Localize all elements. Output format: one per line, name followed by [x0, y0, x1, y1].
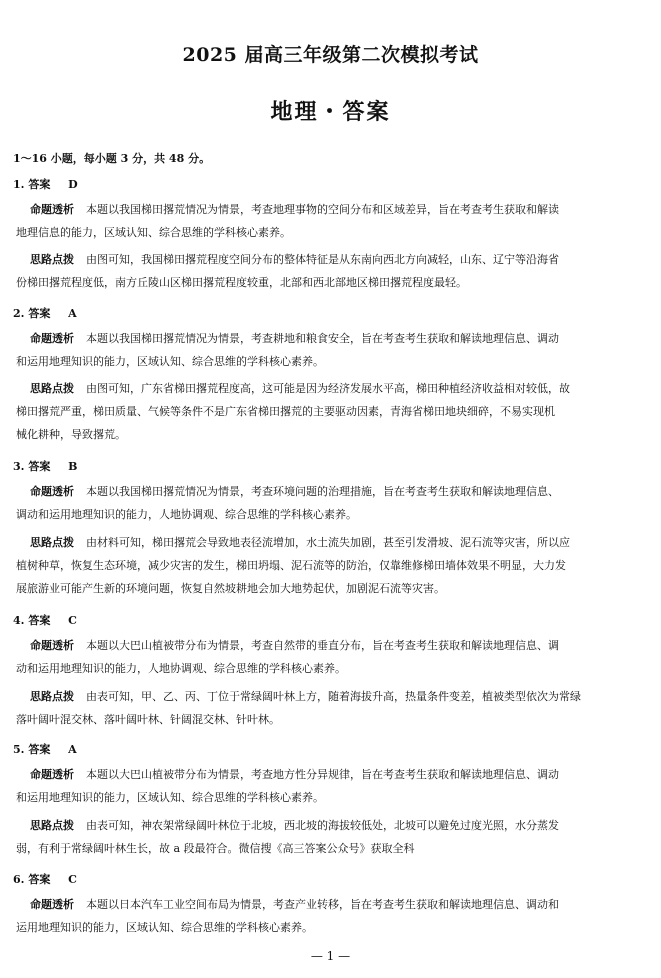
hint-text: 由图可知，我国梯田撂荒程度空间分布的整体特征是从东南向西北方向减轻，山东、辽宁等沿海省: [86, 253, 559, 266]
question-2-hint: [16, 377, 648, 446]
answer-value: D: [68, 178, 78, 191]
question-5-hint: [16, 814, 648, 860]
question-5-analysis: [16, 763, 648, 809]
page-number: — 1 —: [310, 949, 351, 963]
question-1-analysis: [16, 198, 648, 244]
question-4-header: [13, 612, 77, 628]
analysis-text: 本题以我国梯田撂荒情况为情景，考查环境问题的治理措施，旨在考查考生获取和解读地理信息、: [86, 485, 559, 498]
question-number: 6.: [13, 873, 25, 886]
hint-text-cont: 落叶阔叶混交林、落叶阔叶林、针阔混交林、针叶林。: [16, 713, 280, 726]
analysis-text: 本题以日本汽车工业空间布局为情景，考查产业转移，旨在考查考生获取和解读地理信息、调动和: [86, 898, 559, 911]
hint-label: 思路点拨: [30, 690, 74, 703]
analysis-text-cont: 调动和运用地理知识的能力，人地协调观、综合思维的学科核心素养。: [16, 508, 357, 521]
scoring-summary: 1～16 小题，每小题 3 分，共 48 分。: [13, 152, 211, 165]
question-number: 2.: [13, 307, 25, 320]
question-3-header: [13, 458, 77, 474]
analysis-label: 命题透析: [30, 485, 74, 498]
question-1-header: [13, 176, 78, 192]
analysis-text-cont: 地理信息的能力，区域认知、综合思维的学科核心素养。: [16, 226, 291, 239]
hint-text: 由表可知，甲、乙、丙、丁位于常绿阔叶林上方，随着海拔升高，热量条件变差，植被类型依次为常绿: [86, 690, 581, 703]
analysis-text-cont: 动和运用地理知识的能力，人地协调观、综合思维的学科核心素养。: [16, 662, 346, 675]
answer-label: 答案: [28, 307, 51, 320]
answer-label: 答案: [28, 873, 51, 886]
question-3-analysis: [16, 480, 648, 526]
analysis-label: 命题透析: [30, 768, 74, 781]
hint-label: 思路点拨: [30, 382, 74, 395]
hint-text-cont-2: 械化耕种，导致撂荒。: [16, 428, 126, 441]
question-1-hint: [16, 248, 648, 294]
analysis-text-cont: 运用地理知识的能力，区域认知、综合思维的学科核心素养。: [16, 921, 313, 934]
answer-label: 答案: [28, 178, 51, 191]
question-4-hint: [16, 685, 648, 731]
hint-text-cont: 植树种草，恢复生态环境，减少灾害的发生，梯田坍塌、泥石流等的防治，仅靠维修梯田墙体效果不明显，大力发: [16, 559, 566, 572]
question-6-analysis: [16, 893, 648, 939]
answer-value: A: [68, 307, 77, 320]
analysis-text: 本题以我国梯田撂荒情况为情景，考查耕地和粮食安全，旨在考查考生获取和解读地理信息、调动: [86, 332, 559, 345]
question-2-analysis: [16, 327, 648, 373]
answer-value: C: [68, 614, 77, 627]
question-6-header: [13, 871, 77, 887]
analysis-label: 命题透析: [30, 898, 74, 911]
answer-label: 答案: [28, 614, 51, 627]
question-2-header: [13, 305, 77, 321]
hint-text: 由图可知，广东省梯田撂荒程度高，这可能是因为经济发展水平高，梯田种植经济收益相对较低，故: [86, 382, 570, 395]
analysis-text: 本题以大巴山植被带分布为情景，考查自然带的垂直分布，旨在考查考生获取和解读地理信息、调: [86, 639, 559, 652]
analysis-text: 本题以我国梯田撂荒情况为情景，考查地理事物的空间分布和区域差异，旨在考查考生获取和解读: [86, 203, 559, 216]
analysis-label: 命题透析: [30, 639, 74, 652]
analysis-label: 命题透析: [30, 203, 74, 216]
analysis-text-cont: 和运用地理知识的能力，区域认知、综合思维的学科核心素养。: [16, 355, 324, 368]
answer-value: B: [68, 460, 78, 473]
hint-label: 思路点拨: [30, 253, 74, 266]
hint-text-cont: 弱，有利于常绿阔叶林生长，故 a 段最符合。微信搜《高三答案公众号》获取全科: [16, 842, 415, 855]
answer-label: 答案: [28, 743, 51, 756]
exam-title: 2025 届高三年级第二次模拟考试: [182, 44, 479, 66]
question-number: 5.: [13, 743, 25, 756]
analysis-text: 本题以大巴山植被带分布为情景，考查地方性分异规律，旨在考查考生获取和解读地理信息、调动: [86, 768, 559, 781]
question-number: 3.: [13, 460, 25, 473]
answer-label: 答案: [28, 460, 51, 473]
hint-text-cont-2: 展旅游业可能产生新的环境问题，恢复自然坡耕地会加大地势起伏，加剧泥石流等灾害。: [16, 582, 445, 595]
question-4-analysis: [16, 634, 648, 680]
answer-value: A: [68, 743, 77, 756]
analysis-text-cont: 和运用地理知识的能力，区域认知、综合思维的学科核心素养。: [16, 791, 324, 804]
hint-label: 思路点拨: [30, 536, 74, 549]
hint-label: 思路点拨: [30, 819, 74, 832]
question-3-hint: [16, 531, 648, 600]
question-number: 1.: [13, 178, 25, 191]
question-number: 4.: [13, 614, 25, 627]
answer-value: C: [68, 873, 77, 886]
hint-text-cont: 梯田撂荒严重，梯田质量、气候等条件不是广东省梯田撂荒的主要驱动因素，青海省梯田地块细碎，不易实现机: [16, 405, 555, 418]
hint-text: 由表可知，神农架常绿阔叶林位于北坡，西北坡的海拔较低处，北坡可以避免过度光照，水分蒸发: [86, 819, 559, 832]
answer-subtitle: 地理・答案: [270, 99, 391, 125]
analysis-label: 命题透析: [30, 332, 74, 345]
hint-text-cont: 份梯田撂荒程度低，南方丘陵山区梯田撂荒程度较重，北部和西北部地区梯田撂荒程度最轻。: [16, 276, 467, 289]
hint-text: 由材料可知，梯田撂荒会导致地表径流增加，水土流失加剧，甚至引发滑坡、泥石流等灾害，所以应: [86, 536, 570, 549]
question-5-header: [13, 741, 77, 757]
